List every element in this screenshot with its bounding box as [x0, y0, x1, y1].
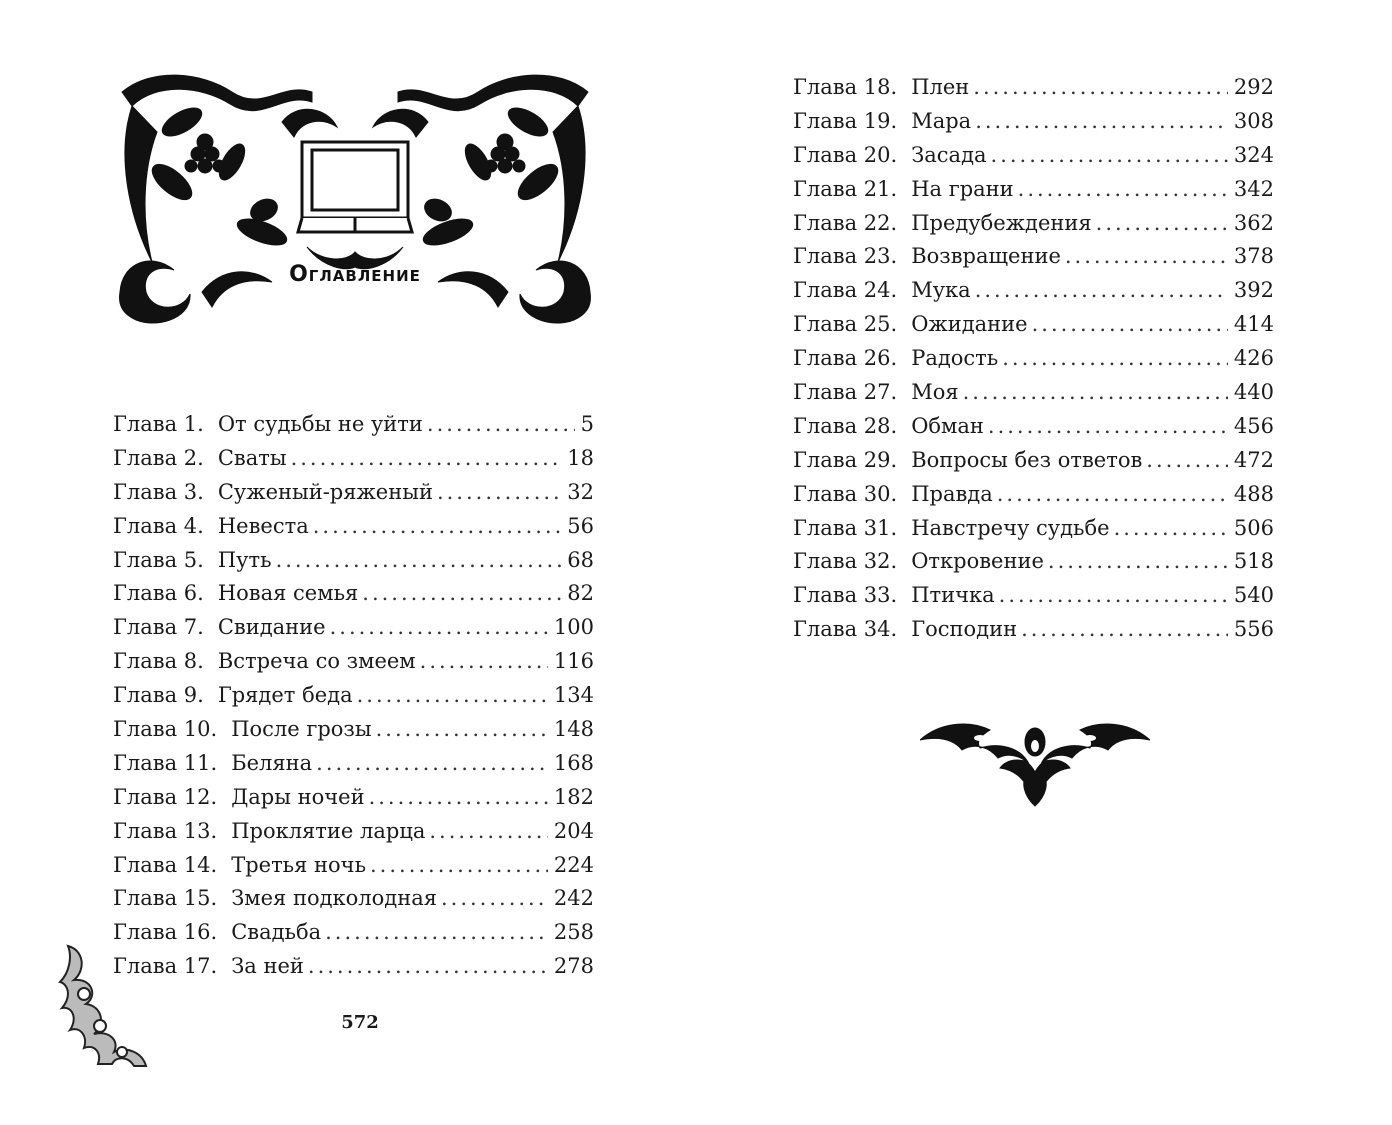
- chapter-label: Глава 14.: [113, 852, 218, 877]
- chapter-page: 134: [553, 683, 594, 708]
- chapter-page: 224: [553, 852, 594, 877]
- chapter-page: 440: [1233, 380, 1274, 405]
- chapter-label: Глава 2.: [113, 445, 204, 470]
- toc-entry: [113, 747, 594, 781]
- toc-entry: [793, 274, 1274, 308]
- chapter-title: Свадьба: [231, 920, 322, 945]
- toc-list-left: [113, 408, 594, 984]
- chapter-label: Глава 4.: [113, 513, 204, 538]
- chapter-page: 378: [1233, 244, 1274, 269]
- chapter-title: Правда: [911, 481, 993, 506]
- chapter-label: Глава 18.: [793, 75, 898, 99]
- chapter-page: 56: [567, 513, 594, 538]
- chapter-title: Моя: [911, 380, 959, 405]
- chapter-label: Глава 29.: [793, 447, 898, 472]
- floral-header-ornament-icon: [112, 62, 598, 330]
- toc-entry: [793, 139, 1274, 173]
- chapter-title: Грядет беда: [217, 683, 353, 708]
- chapter-label: Глава 8.: [113, 649, 204, 674]
- dot-leader: [362, 577, 561, 611]
- dot-leader: [975, 274, 1228, 308]
- toc-entry: [793, 444, 1274, 478]
- chapter-title: Птичка: [911, 583, 995, 608]
- dot-leader: [988, 410, 1228, 444]
- chapter-label: Глава 1.: [113, 412, 204, 436]
- dot-leader: [357, 679, 548, 713]
- chapter-label: Глава 23.: [793, 244, 898, 269]
- toc-entry: [793, 512, 1274, 546]
- chapter-label: Глава 17.: [113, 954, 218, 979]
- chapter-title: Господин: [911, 617, 1018, 642]
- dot-leader: [1096, 207, 1228, 241]
- toc-entry: [113, 849, 594, 883]
- chapter-page: 324: [1233, 142, 1274, 167]
- chapter-page: 540: [1233, 583, 1274, 608]
- dot-leader: [1146, 444, 1228, 478]
- chapter-title: Мука: [911, 278, 971, 303]
- chapter-label: Глава 9.: [113, 683, 204, 708]
- toc-entry: [793, 207, 1274, 241]
- chapter-page: 518: [1233, 549, 1274, 574]
- chapter-title: После грозы: [231, 717, 372, 742]
- dot-leader: [1032, 308, 1228, 342]
- chapter-title: От судьбы не уйти: [217, 412, 423, 436]
- chapter-title: Сваты: [217, 445, 287, 470]
- chapter-page: 168: [553, 750, 594, 775]
- dot-leader: [420, 645, 548, 679]
- chapter-title: Вопросы без ответов: [911, 447, 1143, 472]
- toc-entry: [793, 613, 1274, 647]
- dot-leader: [291, 442, 562, 476]
- chapter-page: 472: [1233, 447, 1274, 472]
- dot-leader: [330, 611, 548, 645]
- dot-leader: [1021, 613, 1228, 647]
- chapter-page: 258: [553, 920, 594, 945]
- toc-entry: [113, 611, 594, 645]
- toc-entry: [113, 442, 594, 476]
- leaf-ornament-icon: [920, 712, 1150, 808]
- chapter-page: 506: [1233, 515, 1274, 540]
- chapter-page: 278: [553, 954, 594, 979]
- chapter-title: Невеста: [217, 513, 309, 538]
- chapter-page: 5: [580, 412, 594, 436]
- chapter-page: 100: [553, 615, 594, 640]
- toc-entry: [113, 713, 594, 747]
- chapter-title: Змея подколодная: [231, 886, 437, 911]
- chapter-label: Глава 22.: [793, 210, 898, 235]
- dot-leader: [276, 544, 562, 578]
- dot-leader: [1002, 342, 1228, 376]
- toc-entry: [793, 240, 1274, 274]
- chapter-title: Засада: [911, 142, 987, 167]
- dot-leader: [441, 882, 548, 916]
- page-number: 572: [341, 1012, 379, 1033]
- dot-leader: [427, 408, 575, 442]
- chapter-page: 342: [1233, 176, 1274, 201]
- dot-leader: [316, 747, 548, 781]
- chapter-title: На грани: [911, 176, 1014, 201]
- chapter-title: Свидание: [217, 615, 326, 640]
- chapter-label: Глава 19.: [793, 108, 898, 133]
- chapter-title: Плен: [911, 75, 970, 99]
- chapter-label: Глава 27.: [793, 380, 898, 405]
- chapter-label: Глава 5.: [113, 547, 204, 572]
- toc-entry: [793, 342, 1274, 376]
- toc-entry: [793, 545, 1274, 579]
- dot-leader: [308, 950, 548, 984]
- dot-leader: [997, 478, 1228, 512]
- chapter-label: Глава 21.: [793, 176, 898, 201]
- toc-entry: [113, 815, 594, 849]
- chapter-title: За ней: [231, 954, 304, 979]
- chapter-label: Глава 26.: [793, 346, 898, 371]
- toc-entry: [793, 478, 1274, 512]
- chapter-title: Суженый-ряженый: [217, 479, 433, 504]
- toc-list-right: [793, 71, 1274, 647]
- toc-entry: [113, 476, 594, 510]
- dot-leader: [376, 713, 548, 747]
- chapter-page: 362: [1233, 210, 1274, 235]
- dot-leader: [999, 579, 1228, 613]
- chapter-title: Дары ночей: [231, 784, 365, 809]
- dot-leader: [991, 139, 1228, 173]
- chapter-label: Глава 7.: [113, 615, 204, 640]
- dot-leader: [975, 105, 1228, 139]
- corner-flourish-icon: [58, 940, 154, 1072]
- toc-entry: [793, 579, 1274, 613]
- dot-leader: [1018, 173, 1228, 207]
- chapter-label: Глава 30.: [793, 481, 898, 506]
- toc-entry: [113, 544, 594, 578]
- chapter-title: Радость: [911, 346, 999, 371]
- chapter-title: Мара: [911, 108, 972, 133]
- chapter-label: Глава 3.: [113, 479, 204, 504]
- chapter-title: Обман: [911, 413, 984, 438]
- chapter-label: Глава 24.: [793, 278, 898, 303]
- chapter-title: Беляна: [231, 750, 313, 775]
- chapter-page: 292: [1233, 75, 1274, 99]
- toc-entry: [113, 645, 594, 679]
- chapter-label: Глава 11.: [113, 750, 218, 775]
- chapter-label: Глава 10.: [113, 717, 218, 742]
- dot-leader: [1048, 545, 1228, 579]
- chapter-title: Встреча со змеем: [217, 649, 416, 674]
- toc-entry: [113, 916, 594, 950]
- toc-entry: [113, 679, 594, 713]
- dot-leader: [1114, 512, 1228, 546]
- chapter-page: 392: [1233, 278, 1274, 303]
- chapter-page: 148: [553, 717, 594, 742]
- toc-entry: [113, 510, 594, 544]
- dot-leader: [973, 71, 1228, 105]
- chapter-label: Глава 16.: [113, 920, 218, 945]
- chapter-title: Навстречу судьбе: [911, 515, 1110, 540]
- chapter-page: 308: [1233, 108, 1274, 133]
- chapter-label: Глава 31.: [793, 515, 898, 540]
- chapter-page: 426: [1233, 346, 1274, 371]
- toc-entry: [113, 882, 594, 916]
- chapter-page: 116: [553, 649, 594, 674]
- toc-entry: [793, 71, 1274, 105]
- chapter-page: 414: [1233, 312, 1274, 337]
- toc-entry: [793, 173, 1274, 207]
- chapter-page: 32: [567, 479, 594, 504]
- toc-entry: [793, 105, 1274, 139]
- toc-entry: [113, 781, 594, 815]
- right-page: [696, 0, 1392, 1125]
- dot-leader: [369, 781, 548, 815]
- dot-leader: [370, 849, 548, 883]
- chapter-label: Глава 15.: [113, 886, 218, 911]
- dot-leader: [437, 476, 561, 510]
- toc-entry: [113, 577, 594, 611]
- chapter-page: 456: [1233, 413, 1274, 438]
- chapter-label: Глава 28.: [793, 413, 898, 438]
- toc-entry: [793, 376, 1274, 410]
- chapter-title: Третья ночь: [231, 852, 366, 877]
- chapter-page: 242: [553, 886, 594, 911]
- dot-leader: [313, 510, 562, 544]
- toc-entry: [113, 408, 594, 442]
- chapter-page: 488: [1233, 481, 1274, 506]
- chapter-title: Ожидание: [911, 312, 1028, 337]
- chapter-label: Глава 6.: [113, 581, 204, 606]
- page-title: Оглавление: [289, 262, 421, 287]
- chapter-label: Глава 25.: [793, 312, 898, 337]
- toc-entry: [793, 308, 1274, 342]
- chapter-label: Глава 32.: [793, 549, 898, 574]
- chapter-page: 82: [567, 581, 594, 606]
- chapter-title: Откровение: [911, 549, 1044, 574]
- chapter-title: Проклятие ларца: [231, 818, 426, 843]
- dot-leader: [1065, 240, 1228, 274]
- dot-leader: [325, 916, 548, 950]
- chapter-label: Глава 13.: [113, 818, 218, 843]
- chapter-label: Глава 33.: [793, 583, 898, 608]
- chapter-label: Глава 34.: [793, 617, 898, 642]
- chapter-page: 18: [567, 445, 594, 470]
- chapter-page: 556: [1233, 617, 1274, 642]
- toc-entry: [113, 950, 594, 984]
- chapter-label: Глава 20.: [793, 142, 898, 167]
- dot-leader: [963, 376, 1228, 410]
- toc-entry: [793, 410, 1274, 444]
- chapter-page: 204: [553, 818, 594, 843]
- chapter-label: Глава 12.: [113, 784, 218, 809]
- chapter-title: Предубеждения: [911, 210, 1092, 235]
- chapter-page: 68: [567, 547, 594, 572]
- chapter-title: Возвращение: [911, 244, 1061, 269]
- chapter-page: 182: [553, 784, 594, 809]
- chapter-title: Путь: [217, 547, 272, 572]
- chapter-title: Новая семья: [217, 581, 359, 606]
- dot-leader: [429, 815, 548, 849]
